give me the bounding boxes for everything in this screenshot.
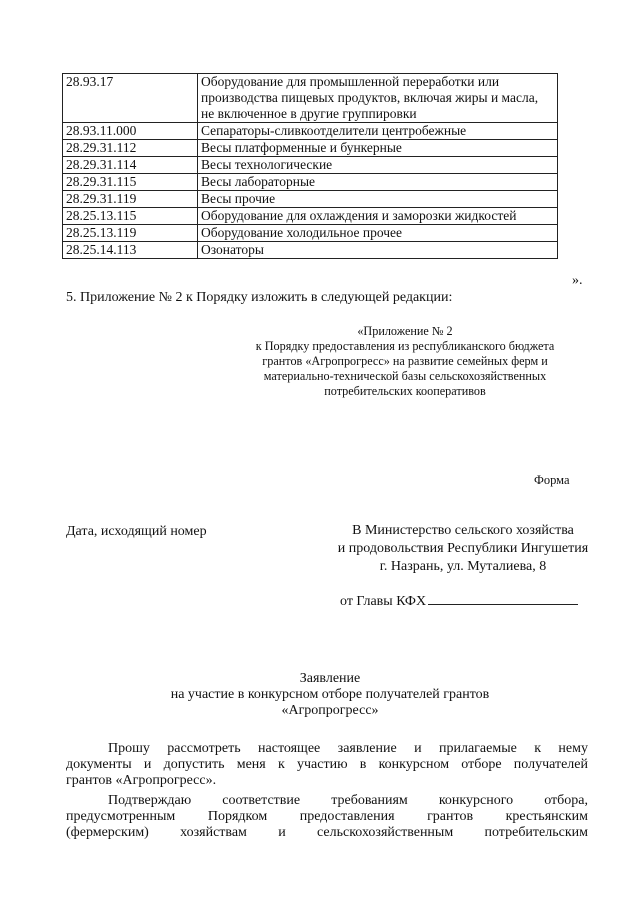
paragraph-line: предусмотренным Порядком предоставления грантов крестьянским bbox=[66, 809, 588, 824]
description-cell: Весы прочие bbox=[198, 191, 558, 208]
document-title bbox=[100, 671, 560, 719]
okpd-codes-table bbox=[62, 73, 558, 259]
item-5-text: 5. Приложение № 2 к Порядку изложить в следующей редакции: bbox=[66, 290, 453, 305]
description-cell: Весы платформенные и бункерные bbox=[198, 140, 558, 157]
title-line: Заявление bbox=[299, 671, 361, 686]
code-cell: 28.25.13.119 bbox=[63, 225, 198, 242]
table-row bbox=[63, 157, 558, 174]
code-cell: 28.93.17 bbox=[63, 74, 198, 123]
description-cell: Оборудование для промышленной переработки или производства пищевых продуктов, включая жиры и масла, не включенное в другие группировки bbox=[198, 74, 558, 123]
recipient-block bbox=[318, 522, 608, 576]
code-cell: 28.29.31.112 bbox=[63, 140, 198, 157]
table-row bbox=[63, 208, 558, 225]
paragraph-line: (фермерским) хозяйствам и сельскохозяйственным потребительским bbox=[66, 825, 588, 840]
appendix-heading bbox=[210, 324, 600, 399]
paragraph-request bbox=[66, 741, 588, 789]
description-cell: Озонаторы bbox=[198, 242, 558, 259]
appendix-line: «Приложение № 2 bbox=[357, 324, 453, 338]
recipient-line: В Министерство сельского хозяйства bbox=[352, 523, 574, 538]
form-label: Форма bbox=[534, 473, 570, 487]
table-row bbox=[63, 174, 558, 191]
appendix-line: к Порядку предоставления из республиканского бюджета bbox=[255, 339, 555, 353]
paragraph-confirm bbox=[66, 793, 588, 841]
code-cell: 28.29.31.119 bbox=[63, 191, 198, 208]
description-cell: Весы технологические bbox=[198, 157, 558, 174]
code-cell: 28.25.14.113 bbox=[63, 242, 198, 259]
appendix-line: потребительских кооперативов bbox=[324, 384, 486, 398]
table-row bbox=[63, 140, 558, 157]
code-cell: 28.29.31.115 bbox=[63, 174, 198, 191]
table-row bbox=[63, 123, 558, 140]
appendix-line: материально-технической базы сельскохозяйственных bbox=[263, 369, 547, 383]
description-cell: Оборудование для охлаждения и заморозки жидкостей bbox=[198, 208, 558, 225]
code-cell: 28.25.13.115 bbox=[63, 208, 198, 225]
recipient-line: и продовольствия Республики Ингушетия bbox=[337, 541, 589, 556]
closing-quote: ». bbox=[572, 273, 583, 288]
paragraph-line: грантов «Агропрогресс». bbox=[66, 773, 217, 788]
code-cell: 28.29.31.114 bbox=[63, 157, 198, 174]
appendix-line: грантов «Агропрогресс» на развитие семейных ферм и bbox=[262, 354, 548, 368]
paragraph-line: Подтверждаю соответствие требованиям конкурсного отбора, bbox=[108, 793, 588, 808]
description-cell: Оборудование холодильное прочее bbox=[198, 225, 558, 242]
paragraph-line: Прошу рассмотреть настоящее заявление и прилагаемые к нему bbox=[108, 741, 588, 756]
date-number-label: Дата, исходящий номер bbox=[66, 524, 207, 539]
table-row bbox=[63, 74, 558, 123]
code-cell: 28.93.11.000 bbox=[63, 123, 198, 140]
description-cell: Сепараторы-сливкоотделители центробежные bbox=[198, 123, 558, 140]
title-line: «Агропрогресс» bbox=[281, 703, 379, 718]
table-row bbox=[63, 242, 558, 259]
title-line: на участие в конкурсном отборе получателей грантов bbox=[170, 687, 490, 702]
signature-blank[interactable] bbox=[428, 590, 578, 605]
paragraph-line: документы и допустить меня к участию в конкурсном отборе получателей bbox=[66, 757, 588, 772]
table-row bbox=[63, 225, 558, 242]
table-row bbox=[63, 191, 558, 208]
from-head-line bbox=[340, 590, 578, 610]
recipient-line: г. Назрань, ул. Муталиева, 8 bbox=[379, 559, 547, 574]
description-cell: Весы лабораторные bbox=[198, 174, 558, 191]
from-label: от Главы КФХ bbox=[340, 594, 427, 609]
